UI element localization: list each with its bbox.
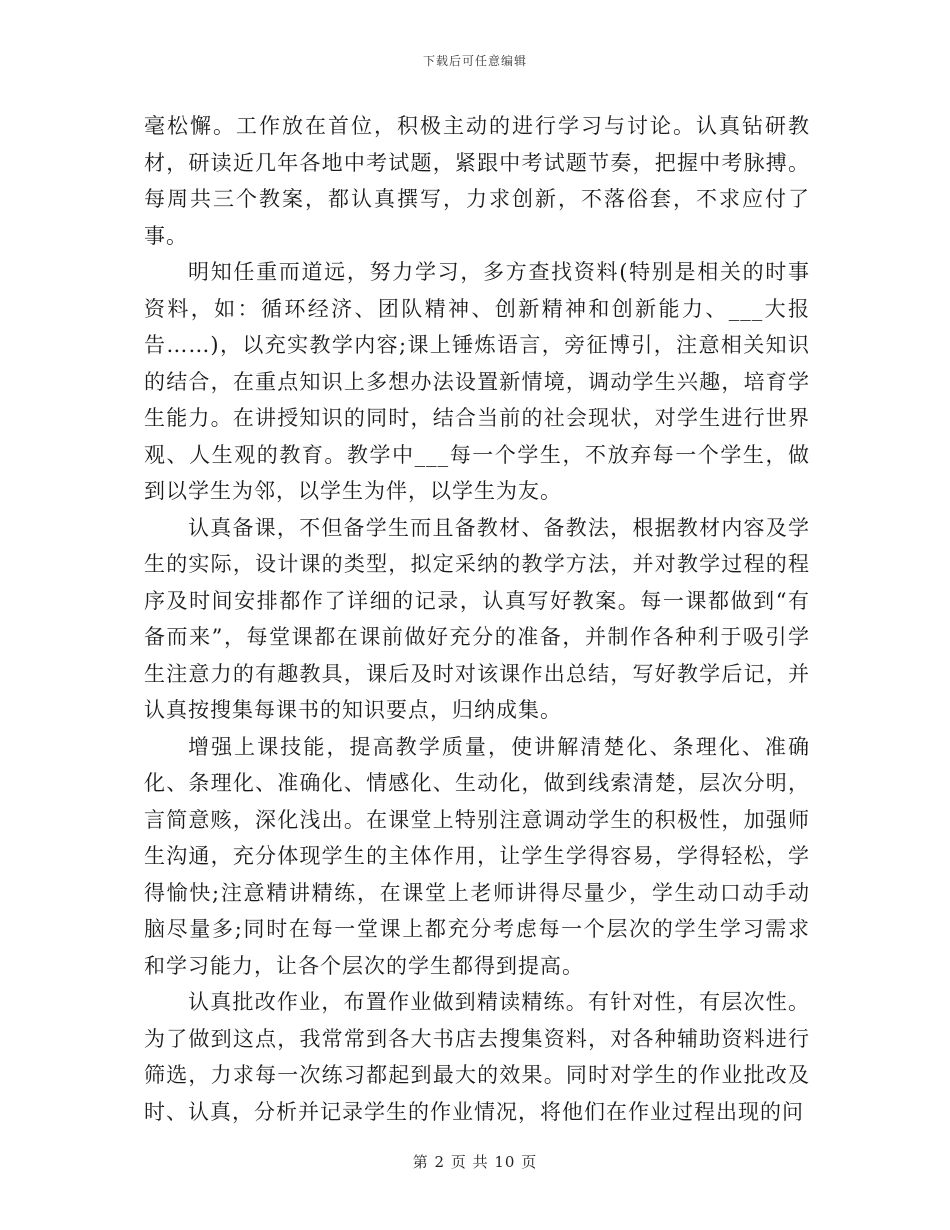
paragraph: 认真批改作业，布置作业做到精读精练。有针对性，有层次性。为了做到这点，我常常到各大书店去搜集资料，对各种辅助资料进行筛选，力求每一次练习都起到最大的效果。同时对学生的作业批改及时、认真，分析并记录学生的作业情况，将他们在作业过程出现的问 xyxy=(144,990,810,1124)
paragraph: 增强上课技能，提高教学质量，使讲解清楚化、条理化、准确化、条理化、准确化、情感化、生动化，做到线索清楚，层次分明，言简意赅，深化浅出。在课堂上特别注意调动学生的积极性，加强师生沟通，充分体现学生的主体作用，让学生学得容易，学得轻松，学得愉快;注意精讲精练，在课堂上老师讲得尽量少，学生动口动手动脑尽量多;同时在每一堂课上都充分考虑每一个层次的学生学习需求和学习能力，让各个层次的学生都得到提高。 xyxy=(144,734,810,978)
document-body xyxy=(144,108,810,1130)
paragraph: 明知任重而道远，努力学习，多方查找资料(特别是相关的时事资料，如：循环经济、团队精神、创新精神和创新能力、___大报告……)，以充实教学内容;课上锤炼语言，旁征博引，注意相关知识的结合，在重点知识上多想办法设置新情境，调动学生兴趣，培育学生能力。在讲授知识的同时，结合当前的社会现状，对学生进行世界观、人生观的教育。教学中___每一个学生，不放弃每一个学生，做到以学生为邻，以学生为伴，以学生为友。 xyxy=(144,260,810,503)
paragraph-continued: 毫松懈。工作放在首位，积极主动的进行学习与讨论。认真钻研教材，研读近几年各地中考试题，紧跟中考试题节奏，把握中考脉搏。每周共三个教案，都认真撰写，力求创新，不落俗套，不求应付了事。 xyxy=(144,114,810,248)
page-header-note: 下载后可任意编辑 xyxy=(422,54,527,68)
paragraph: 认真备课，不但备学生而且备教材、备教法，根据教材内容及学生的实际，设计课的类型，拟定采纳的教学方法，并对教学过程的程序及时间安排都作了详细的记录，认真写好教案。每一课都做到“有备而来”，每堂课都在课前做好充分的准备，并制作各种利于吸引学生注意力的有趣教具，课后及时对该课作出总结，写好教学后记，并认真按搜集每课书的知识要点，归纳成集。 xyxy=(144,515,810,722)
page-number-footer: 第 2 页 共 10 页 xyxy=(412,1153,538,1171)
